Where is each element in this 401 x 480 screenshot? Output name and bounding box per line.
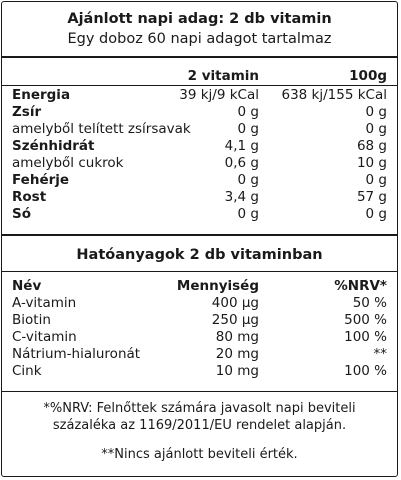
serving-subtitle: Egy doboz 60 napi adagot tartalmaz xyxy=(67,31,332,47)
divider xyxy=(2,234,397,236)
nutrient-100g-value: 68 g xyxy=(356,138,387,154)
active-nrv: ** xyxy=(373,346,387,362)
active-amount: 20 mg xyxy=(215,346,259,362)
nutrient-serving-value: 0 g xyxy=(237,172,259,188)
footnote-no-reference: **Nincs ajánlott beviteli érték. xyxy=(101,447,298,462)
nutrition-row-carbohydrate xyxy=(12,138,387,155)
nutrient-100g-value: 10 g xyxy=(356,155,387,171)
nutrient-label: Szénhidrát xyxy=(12,138,95,154)
nutrient-100g-value: 0 g xyxy=(365,121,387,137)
actives-title: Hatóanyagok 2 db vitaminban xyxy=(76,247,323,263)
nutrient-serving-value: 4,1 g xyxy=(224,138,259,154)
col-header-serving: 2 vitamin xyxy=(187,68,259,84)
serving-title: Ajánlott napi adag: 2 db vitamin xyxy=(67,11,332,27)
nutrition-row-fibre xyxy=(12,189,387,206)
active-amount: 400 µg xyxy=(211,295,259,311)
nutrient-serving-value: 0 g xyxy=(237,121,259,137)
nutrition-row-salt xyxy=(12,206,387,223)
divider xyxy=(2,271,397,272)
col-header-amount: Mennyiség xyxy=(176,278,259,294)
nutrient-serving-value: 0 g xyxy=(237,104,259,120)
nutrient-100g-value: 0 g xyxy=(365,104,387,120)
divider xyxy=(2,85,397,86)
active-row-sodium-hyaluronate xyxy=(12,346,387,363)
nutrient-100g-value: 0 g xyxy=(365,172,387,188)
col-header-name: Név xyxy=(12,278,42,294)
nutrient-100g-value: 638 kj/155 kCal xyxy=(281,87,387,103)
nutrient-label: Energia xyxy=(12,87,71,103)
nutrient-label: Só xyxy=(12,206,31,222)
col-header-nrv: %NRV* xyxy=(334,278,387,294)
nutrition-label xyxy=(1,1,398,477)
active-nrv: 100 % xyxy=(344,329,387,345)
active-row-vitamin-a xyxy=(12,295,387,312)
active-name: C-vitamin xyxy=(12,329,77,345)
nutrition-row-energy xyxy=(12,87,387,104)
divider xyxy=(2,391,397,392)
nutrient-serving-value: 3,4 g xyxy=(224,189,259,205)
nutrient-label: amelyből telített zsírsavak xyxy=(12,121,191,137)
active-amount: 10 mg xyxy=(215,363,259,379)
active-nrv: 500 % xyxy=(344,312,387,328)
footnote-nrv-line2: százaléka az 1169/2011/EU rendelet alapján. xyxy=(52,418,347,433)
nutrient-serving-value: 0,6 g xyxy=(224,155,259,171)
nutrition-row-protein xyxy=(12,172,387,189)
active-row-vitamin-c xyxy=(12,329,387,346)
nutrition-row-fat xyxy=(12,104,387,121)
nutrient-label: Fehérje xyxy=(12,172,70,188)
nutrient-label: Rost xyxy=(12,189,47,205)
active-nrv: 100 % xyxy=(344,363,387,379)
nutrient-label: Zsír xyxy=(12,104,42,120)
nutrient-label: amelyből cukrok xyxy=(12,155,124,171)
actives-header-row xyxy=(12,278,387,295)
active-name: Biotin xyxy=(12,312,51,328)
active-row-zinc xyxy=(12,363,387,380)
active-nrv: 50 % xyxy=(352,295,387,311)
active-row-biotin xyxy=(12,312,387,329)
active-name: A-vitamin xyxy=(12,295,77,311)
active-name: Nátrium-hialuronát xyxy=(12,346,141,362)
active-name: Cink xyxy=(12,363,42,379)
nutrient-serving-value: 39 kj/9 kCal xyxy=(179,87,259,103)
footnote-nrv-line1: *%NRV: Felnőttek számára javasolt napi beviteli xyxy=(43,401,356,416)
nutrient-100g-value: 57 g xyxy=(356,189,387,205)
active-amount: 250 µg xyxy=(211,312,259,328)
nutrient-serving-value: 0 g xyxy=(237,206,259,222)
nutrition-row-saturated-fat xyxy=(12,121,387,138)
divider xyxy=(2,56,397,58)
nutrition-row-sugars xyxy=(12,155,387,172)
col-header-100g: 100g xyxy=(349,68,387,84)
nutrition-header-row xyxy=(12,68,387,85)
active-amount: 80 mg xyxy=(215,329,259,345)
nutrient-100g-value: 0 g xyxy=(365,206,387,222)
